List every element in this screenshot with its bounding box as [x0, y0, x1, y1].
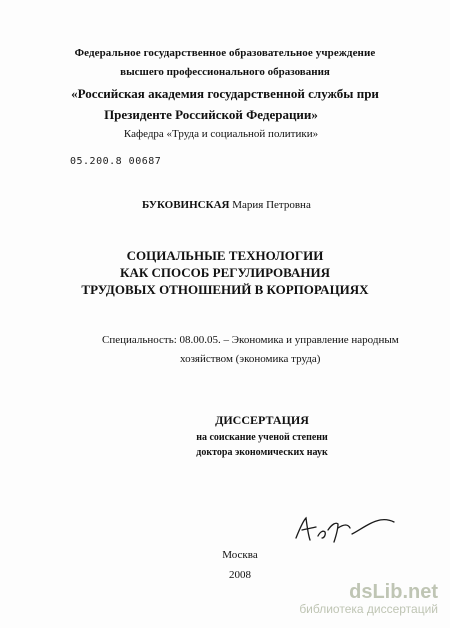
handwritten-signature [290, 510, 400, 550]
watermark-logo: dsLib.net [349, 581, 438, 603]
institution-line-1: Федеральное государственное образовательное учреждение [74, 47, 376, 59]
watermark [299, 582, 438, 616]
title-line-2: КАК СПОСОБ РЕГУЛИРОВАНИЯ [120, 265, 330, 280]
registration-stamp: 05.200.8 00687 [70, 156, 162, 167]
institution-line-2: высшего профессионального образования [120, 66, 330, 78]
year-label: 2008 [229, 569, 251, 581]
specialty-line-1: Специальность: 08.00.05. – Экономика и управление народным [102, 334, 399, 346]
dissertation-degree-line-1: на соискание ученой степени [196, 432, 328, 443]
specialty-line-2: хозяйством (экономика труда) [180, 353, 321, 365]
author-given-names: Мария Петровна [232, 199, 311, 211]
dissertation-degree-line-2: доктора экономических наук [196, 447, 328, 458]
institution-line-3: «Российская академия государственной службы при [71, 86, 379, 101]
author-surname: БУКОВИНСКАЯ [142, 199, 230, 211]
watermark-subtitle: библиотека диссертаций [299, 602, 438, 616]
title-line-1: СОЦИАЛЬНЫЕ ТЕХНОЛОГИИ [126, 248, 324, 263]
institution-line-4: Президенте Российской Федерации» [104, 107, 318, 122]
department-line: Кафедра «Труда и социальной политики» [123, 128, 319, 140]
author-name [142, 199, 311, 211]
dissertation-heading: ДИССЕРТАЦИЯ [215, 413, 309, 427]
title-line-3: ТРУДОВЫХ ОТНОШЕНИЙ В КОРПОРАЦИЯХ [81, 282, 369, 297]
city-label: Москва [222, 549, 258, 561]
